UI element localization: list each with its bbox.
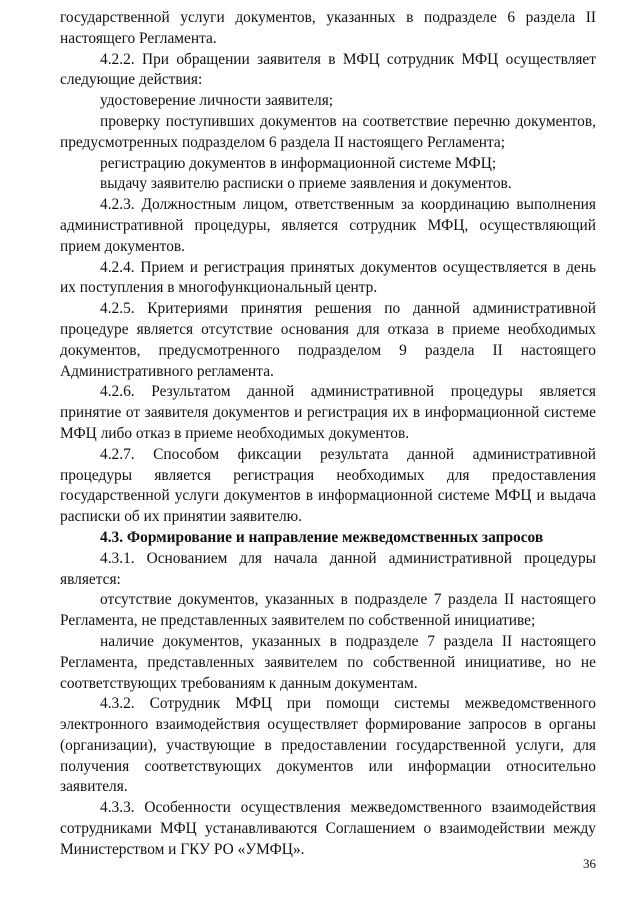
paragraph-4-2-3: 4.2.3. Должностным лицом, ответственным за координацию выполнения административной процедуры, является сотрудник МФЦ, осуществляющий прием документов. <box>60 196 596 255</box>
paragraph-4-3-2: 4.3.2. Сотрудник МФЦ при помощи системы межведомственного электронного взаимодействия осуществляет формирование запросов в органы (организации), участвующие в предоставлении государственной услуги, для получения соответствующих документов или информации относительно заявителя. <box>60 695 596 796</box>
page-body <box>60 8 596 861</box>
paragraph-4-2-2: 4.2.2. При обращении заявителя в МФЦ сотрудник МФЦ осуществляет следующие действия: <box>60 50 596 89</box>
paragraph-4-3-3: 4.3.3. Особенности осуществления межведомственного взаимодействия сотрудниками МФЦ устанавливаются Соглашением о взаимодействии между Министерством и ГКУ РО «УМФЦ». <box>60 799 596 858</box>
paragraph-continuation: государственной услуги документов, указанных в подразделе 6 раздела II настоящего Регламента. <box>60 9 596 47</box>
section-heading-4-3: 4.3. Формирование и направление межведомственных запросов <box>100 528 544 546</box>
paragraph-4-2-5: 4.2.5. Критериями принятия решения по данной административной процедуре является отсутствие основания для отказа в приеме необходимых документов, предусмотренного подразделом 9 раздела II настоящего Административного регламента. <box>60 300 596 380</box>
paragraph-4-2-4: 4.2.4. Прием и регистрация принятых документов осуществляется в день их поступления в многофункциональный центр. <box>60 258 596 297</box>
list-item-registration: регистрацию документов в информационной системе МФЦ; <box>100 154 497 172</box>
page-number: 36 <box>583 856 596 871</box>
list-item-presence: наличие документов, указанных в подразделе 7 раздела II настоящего Регламента, представленных заявителем по собственной инициативе, но не соответствующих требованиям к данным документам. <box>60 632 596 692</box>
paragraph-4-3-1: 4.3.1. Основанием для начала данной административной процедуры является: <box>60 549 596 588</box>
list-item-check-documents: проверку поступивших документов на соответствие перечню документов, предусмотренных подразделом 6 раздела II настоящего Регламента; <box>60 112 596 151</box>
paragraph-4-2-6: 4.2.6. Результатом данной административной процедуры является принятие от заявителя документов и регистрация их в информационной системе МФЦ либо отказ в приеме необходимых документов. <box>60 383 596 442</box>
list-item-absence: отсутствие документов, указанных в подразделе 7 раздела II настоящего Регламента, не представленных заявителем по собственной инициативе; <box>60 591 596 630</box>
list-item-receipt: выдачу заявителю расписки о приеме заявления и документов. <box>100 175 512 193</box>
list-item-identity: удостоверение личности заявителя; <box>100 92 334 110</box>
paragraph-4-2-7: 4.2.7. Способом фиксации результата данной административной процедуры является регистрация необходимых для предоставления государственной услуги документов в информационной системе МФЦ и выдача расписки об их принятии заявителю. <box>60 445 596 526</box>
